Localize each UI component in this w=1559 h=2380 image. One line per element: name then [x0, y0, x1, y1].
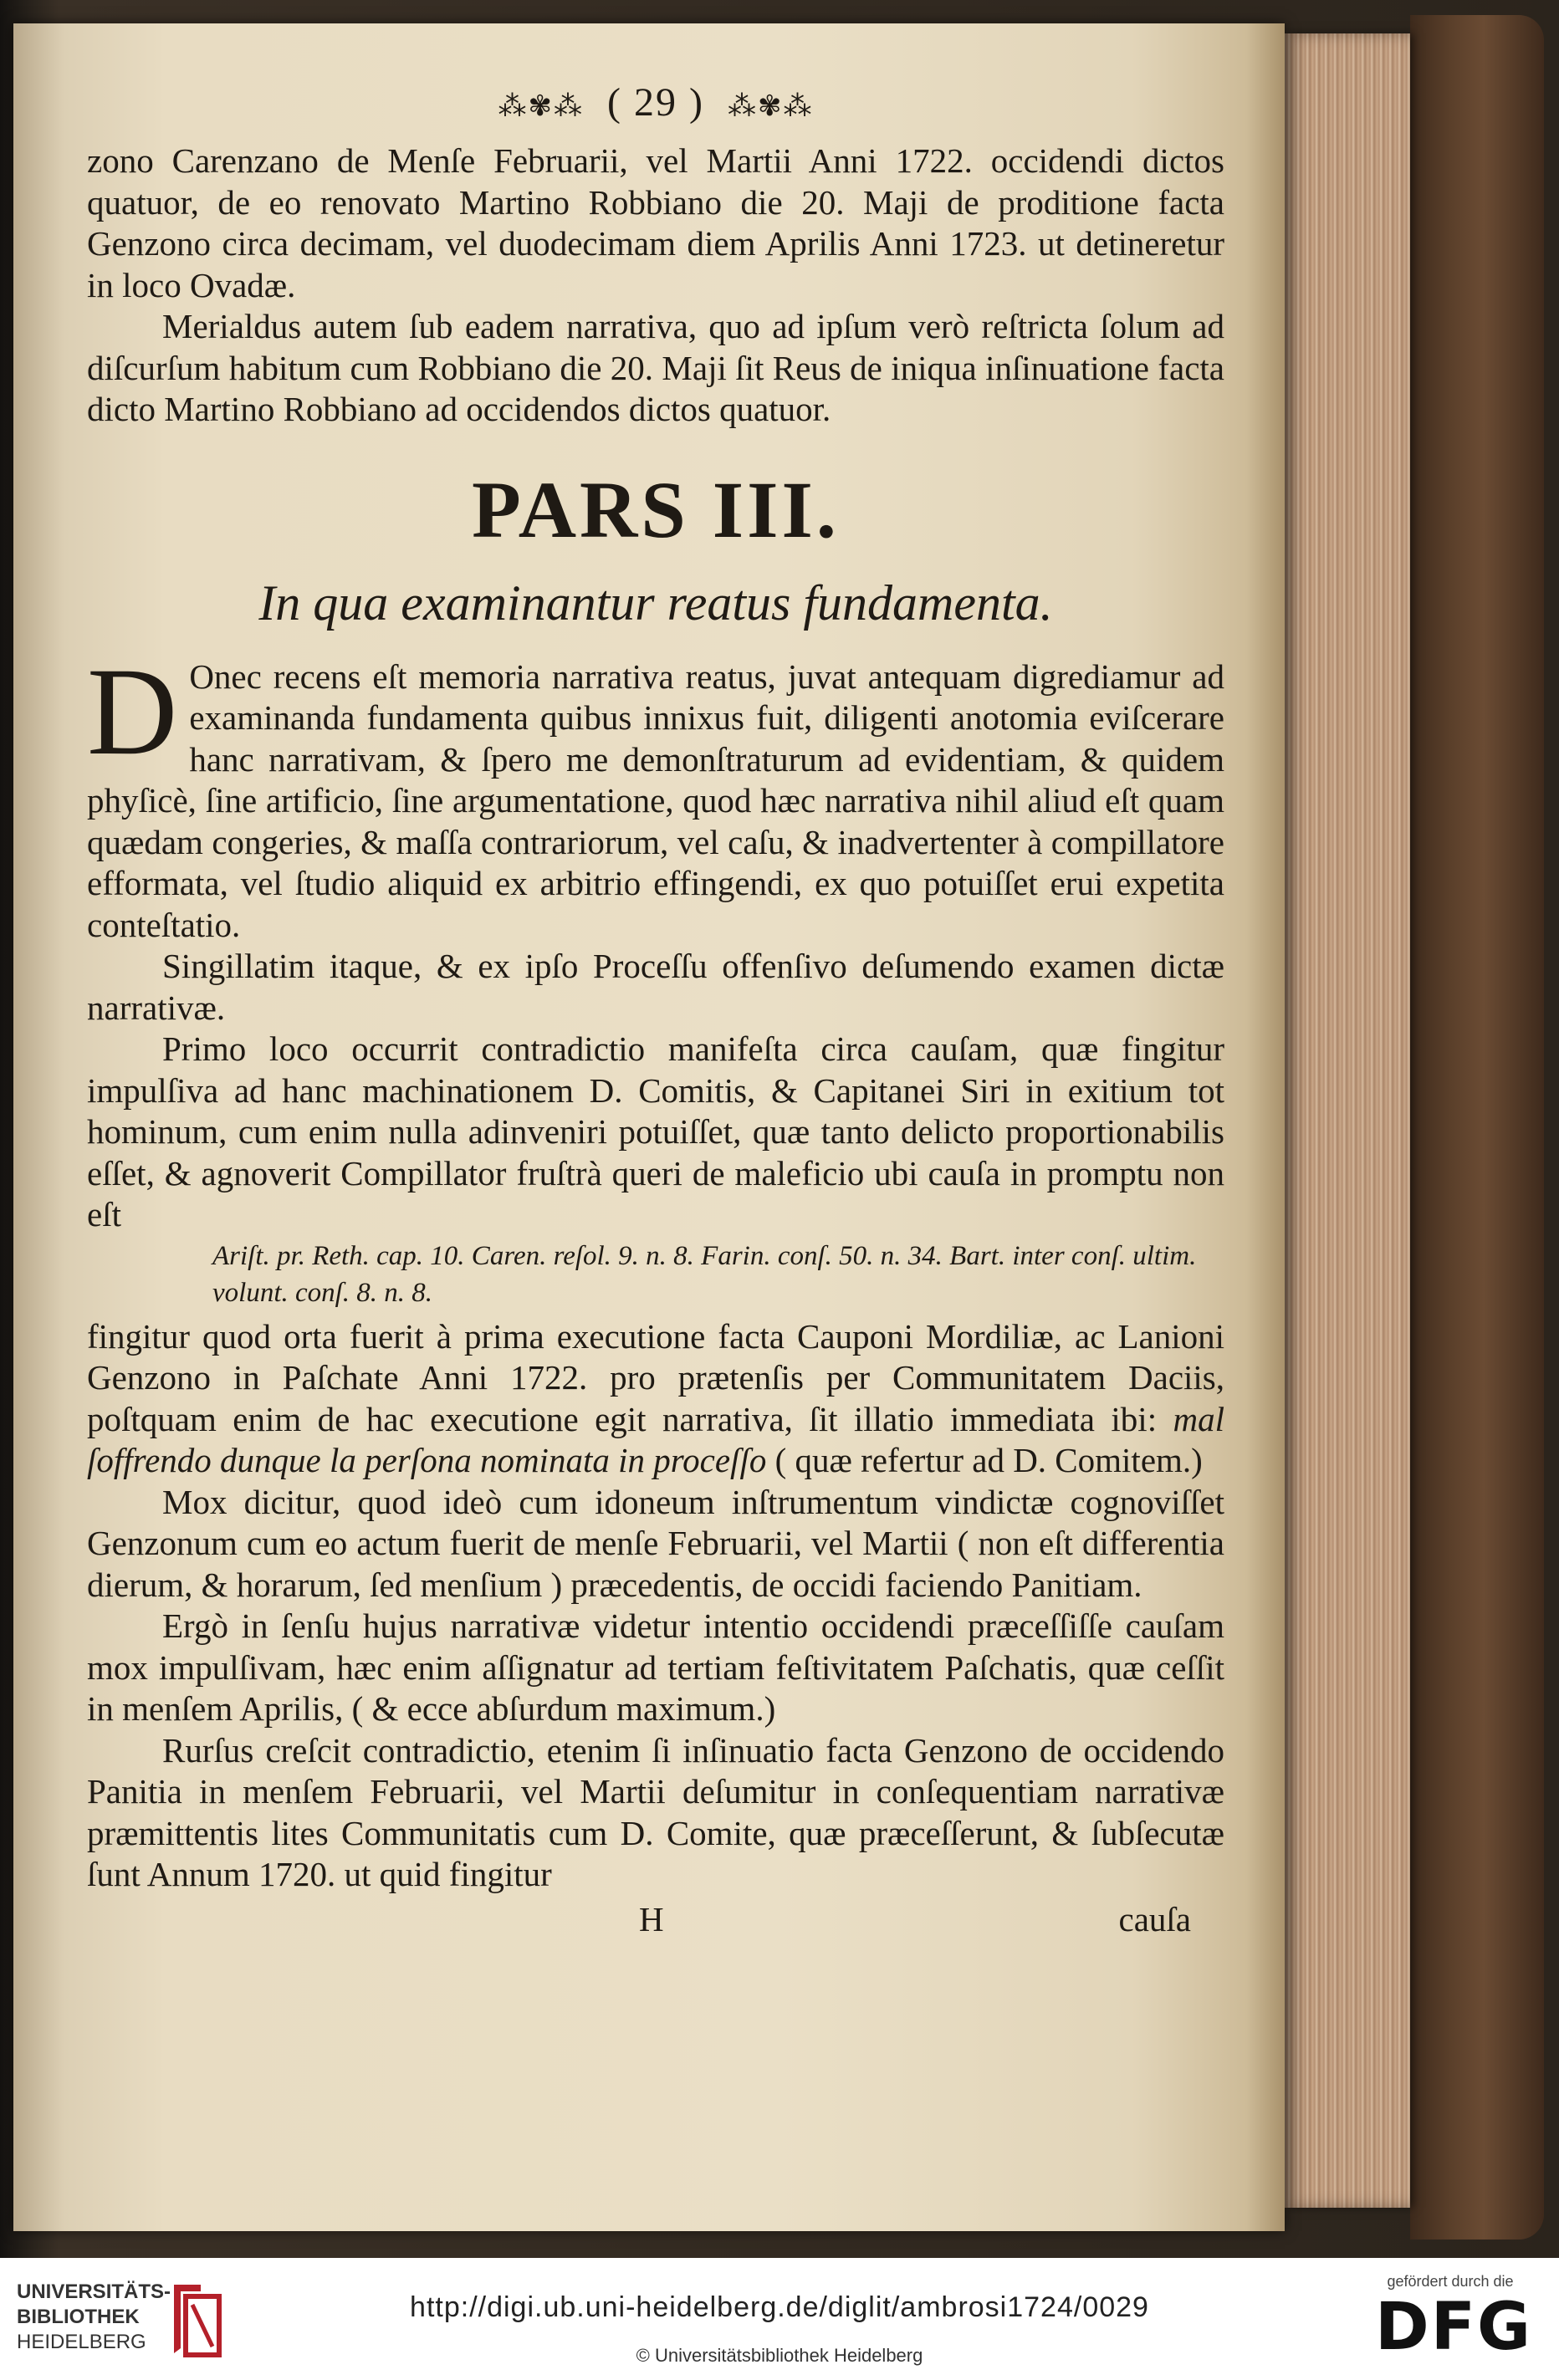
dfg-funding[interactable] — [1375, 2273, 1533, 2365]
paragraph-fingitur-text: fingitur quod orta fuerit à prima executione facta Cauponi Mordiliæ, ac Lanioni Genzono in Paſchate Anni 1722. pro prætenſis per Communitatem Daciis, poſtquam enim de hac executione egit narrativa, ſit illatio immediata ibi: — [87, 1316, 1224, 1438]
paragraph-donec-text: Onec recens eſt memoria narrativa reatus, juvat antequam digrediamur ad examinanda fundamenta quibus innixus fuit, diligenti anotomia eviſcerare hanc narrativam, & ſpero me demonſtraturum ad evidentiam, & quidem phyſicè, ſine artificio, ſine argumentatione, quod hæc narrativa nihil aliud eſt quam quædam congeries, & maſſa contrariorum, vel caſu, & inadvertenter à compillatore efformata, vel ſtudio aliquid ex arbitrio effingendi, ex quo potuiſſet erui expetita conteſtatio. — [87, 656, 1224, 944]
paragraph-singillatim: Singillatim itaque, & ex ipſo Proceſſu offenſivo deſumendo examen dictæ narrativæ. — [87, 947, 1224, 1027]
page-url[interactable]: http://digi.ub.uni-heidelberg.de/diglit/ambrosi1724/0029 — [410, 2291, 1149, 2323]
uni-line-1: UNIVERSITÄTS- — [17, 2280, 171, 2303]
page-text — [87, 82, 1224, 1940]
drop-cap: D — [87, 641, 178, 781]
section-subtitle: In qua examinantur reatus fundamenta. — [258, 575, 1053, 631]
dfg-logo: DFG — [1375, 2290, 1533, 2365]
catchword: cauſa — [1118, 1899, 1191, 1938]
paragraph-donec — [87, 641, 1224, 947]
section-title: PARS III. — [472, 464, 840, 554]
paragraph-opening: zono Carenzano de Menſe Februarii, vel Martii Anni 1722. occidendi dictos quatuor, de eo renovato Martino Robbiano die 20. Maji de proditione facta Genzono circa decimam, vel duodecimam diem Aprilis Anni 1723. ut detineretur in loco Ovadæ. — [87, 141, 1224, 304]
right-ornament-icon: ⁂✾⁂ — [727, 89, 814, 123]
paragraph-ergo: Ergò in ſenſu hujus narrativæ videtur intentio occidendi præceſſiſſe cauſam mox impulſivam, hæc enim aſſignatur ad tertiam feſtivitatem Paſchatis, quæ ceſſit in menſem Aprilis, ( & ecce abſurdum maximum.) — [87, 1606, 1224, 1728]
book-binding — [1410, 15, 1544, 2240]
paragraph-merialdus: Merialdus autem ſub eadem narrativa, quo ad ipſum verò reſtricta ſolum ad diſcurſum habitum cum Robbiano die 20. Maji ſit Reus de iniqua inſinuatione facta dicto Martino Robbiano ad occidendos dictos quatuor. — [87, 307, 1224, 428]
left-ornament-icon: ⁂✾⁂ — [498, 89, 585, 123]
paragraph-fingitur — [87, 1316, 1224, 1482]
uni-line-2: BIBLIOTHEK — [17, 2306, 140, 2328]
page-bottom-line — [87, 1899, 1224, 1941]
paragraph-fingitur-end: ( quæ refertur ad D. Comitem.) — [774, 1441, 1203, 1479]
italian-quote: mal ſoffrendo dunque la perſona nominata in proceſſo — [87, 1399, 1225, 1479]
dfg-caption: gefördert durch die — [1387, 2273, 1514, 2290]
paragraph-primo: Primo loco occurrit contradictio manifeſta circa cauſam, quæ fingitur impulſiva ad hanc machinationem D. Comitis, & Capitanei Siri in exitium tot hominum, cum enim nulla adinveniri potuiſſet, quæ tanto delicto proportionabilis eſſet, & agnoverit Compillator fruſtrà queri de maleficio ubi cauſa in promptu non eſt — [87, 1029, 1224, 1233]
page-number: ( 29 ) — [607, 80, 704, 125]
citation: Ariſt. pr. Reth. cap. 10. Caren. reſol. 9. n. 8. Farin. conſ. 50. n. 34. Bart. inter conſ. ultim. volunt. conſ. 8. n. 8. — [212, 1240, 1197, 1308]
signature-mark: H — [639, 1899, 664, 1938]
page-edges — [1285, 33, 1410, 2208]
paragraph-mox: Mox dicitur, quod ideò cum idoneum inſtrumentum vindictæ cognoviſſet Genzonum cum eo actum fuerit de menſe Februarii, vel Martii ( non eſt differentia dierum, & horarum, ſed menſium ) præcedentis, de occidi faciendo Panitiam. — [87, 1482, 1224, 1604]
book-page — [13, 23, 1285, 2231]
copyright-notice: © Universitätsbibliothek Heidelberg — [636, 2345, 923, 2366]
uni-line-3: HEIDELBERG — [17, 2331, 146, 2353]
viewer-footer — [0, 2258, 1559, 2380]
paragraph-rursus: Rurſus creſcit contradictio, etenim ſi inſinuatio facta Genzono de occidendo Panitia in menſem Februarii, vel Martii deſumitur in conſequentiam narrativæ præmittentis lites Communitatis cum D. Comite, quæ præceſſerunt, & ſubſecutæ ſunt Annum 1720. ut quid fingitur — [87, 1730, 1224, 1893]
page-header — [87, 82, 1224, 135]
